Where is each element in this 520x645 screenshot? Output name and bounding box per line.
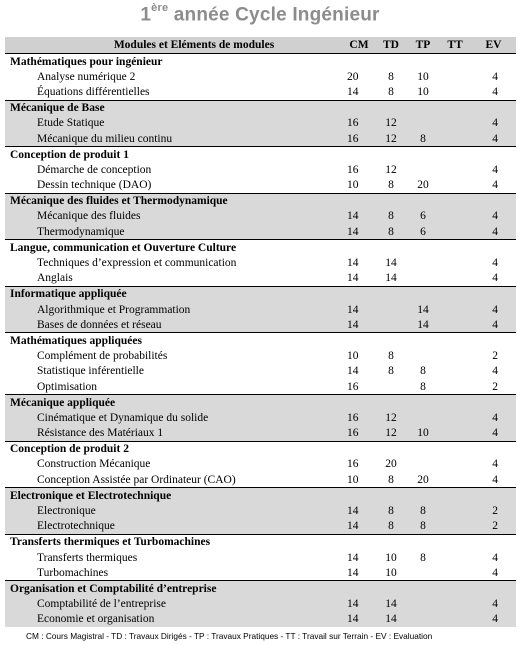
element-name: Algorithmique et Programmation [5,302,343,317]
hours-td: 8 [375,84,407,100]
element-row [5,426,516,442]
hours-td [375,302,407,317]
module-row [5,395,516,411]
element-row [5,519,516,535]
hours-td: 20 [375,457,407,472]
element-row [5,349,516,364]
hours-cm: 16 [343,116,375,131]
hours-tt [439,379,471,395]
hours-tp: 8 [407,550,439,565]
element-name: Construction Mécanique [5,457,343,472]
hours-td: 8 [375,349,407,364]
hours-ev: 4 [471,271,516,287]
hours-ev: 2 [471,519,516,535]
hours-tt [439,426,471,442]
hours-tp [407,597,439,612]
module-group [5,193,516,240]
hours-tt [439,178,471,194]
hours-ev: 4 [471,116,516,131]
element-name: Mécanique du milieu continu [5,131,343,147]
hours-tt [439,271,471,287]
element-name: Electronique [5,503,343,518]
element-name: Electrotechnique [5,519,343,535]
header-td: TD [375,37,407,54]
element-row [5,379,516,395]
element-name: Statistique inférentielle [5,364,343,379]
element-name: Conception Assistée par Ordinateur (CAO) [5,472,343,488]
hours-tt [439,84,471,100]
element-row [5,503,516,518]
hours-ev: 4 [471,302,516,317]
hours-tt [439,69,471,84]
hours-td: 10 [375,565,407,581]
hours-ev: 4 [471,162,516,177]
hours-tt [439,519,471,535]
module-name: Electronique et Electrotechnique [5,488,516,504]
hours-cm: 14 [343,209,375,224]
module-group [5,333,516,395]
hours-tt [439,565,471,581]
hours-td: 12 [375,426,407,442]
table-header-row [5,37,516,54]
hours-cm: 14 [343,224,375,240]
hours-tp [407,612,439,627]
element-row [5,84,516,100]
hours-td: 14 [375,597,407,612]
hours-cm: 14 [343,550,375,565]
module-name: Informatique appliquée [5,286,516,302]
hours-tp [407,116,439,131]
hours-tp: 14 [407,317,439,333]
hours-tp: 8 [407,379,439,395]
hours-tt [439,550,471,565]
hours-tp [407,457,439,472]
element-row [5,271,516,287]
module-row [5,193,516,209]
hours-cm: 10 [343,472,375,488]
hours-cm: 20 [343,69,375,84]
hours-tp: 14 [407,302,439,317]
hours-td: 8 [375,503,407,518]
module-row [5,100,516,116]
hours-ev: 4 [471,317,516,333]
element-name: Economie et organisation [5,612,343,627]
hours-tp: 20 [407,472,439,488]
element-row [5,565,516,581]
module-group [5,534,516,581]
module-name: Organisation et Comptabilité d’entreprise [5,581,516,597]
module-group [5,441,516,488]
hours-tp: 8 [407,364,439,379]
hours-tt [439,131,471,147]
hours-cm: 14 [343,597,375,612]
element-name: Transferts thermiques [5,550,343,565]
element-row [5,612,516,627]
hours-cm: 16 [343,457,375,472]
hours-tt [439,364,471,379]
hours-cm: 14 [343,612,375,627]
hours-cm: 14 [343,317,375,333]
hours-td [375,317,407,333]
hours-ev: 4 [471,472,516,488]
hours-cm: 16 [343,162,375,177]
hours-td: 8 [375,69,407,84]
hours-ev: 4 [471,550,516,565]
module-name: Conception de produit 1 [5,147,516,163]
hours-ev: 2 [471,503,516,518]
hours-ev: 4 [471,69,516,84]
hours-tt [439,612,471,627]
module-name: Transferts thermiques et Turbomachines [5,534,516,550]
header-ev: EV [471,37,516,54]
hours-tp [407,565,439,581]
hours-ev: 2 [471,349,516,364]
hours-tp [407,162,439,177]
module-row [5,286,516,302]
hours-cm: 16 [343,426,375,442]
module-name: Mathématiques appliquées [5,333,516,349]
module-row [5,333,516,349]
element-name: Anglais [5,271,343,287]
element-name: Résistance des Matériaux 1 [5,426,343,442]
hours-ev: 4 [471,178,516,194]
hours-tt [439,410,471,425]
element-row [5,255,516,270]
module-group [5,286,516,333]
element-row [5,209,516,224]
hours-ev: 4 [471,565,516,581]
hours-ev: 4 [471,426,516,442]
page-title [0,4,520,26]
module-group [5,100,516,147]
hours-ev: 4 [471,364,516,379]
element-name: Turbomachines [5,565,343,581]
hours-tp: 8 [407,519,439,535]
header-tp: TP [407,37,439,54]
module-group [5,395,516,442]
element-row [5,364,516,379]
element-name: Démarche de conception [5,162,343,177]
element-row [5,597,516,612]
hours-tp [407,410,439,425]
hours-cm: 16 [343,131,375,147]
element-row [5,224,516,240]
hours-tt [439,317,471,333]
hours-tt [439,457,471,472]
element-row [5,131,516,147]
element-row [5,472,516,488]
hours-cm: 14 [343,255,375,270]
element-name: Dessin technique (DAO) [5,178,343,194]
module-group [5,147,516,194]
element-name: Bases de données et réseau [5,317,343,333]
hours-ev: 4 [471,597,516,612]
module-row [5,488,516,504]
hours-cm: 10 [343,349,375,364]
header-tt: TT [439,37,471,54]
element-name: Mécanique des fluides [5,209,343,224]
hours-tt [439,224,471,240]
hours-cm: 14 [343,271,375,287]
hours-td: 12 [375,162,407,177]
hours-tt [439,302,471,317]
hours-tp: 20 [407,178,439,194]
element-name: Optimisation [5,379,343,395]
hours-td: 8 [375,519,407,535]
element-name: Etude Statique [5,116,343,131]
hours-ev: 4 [471,84,516,100]
element-row [5,410,516,425]
hours-ev: 2 [471,379,516,395]
hours-ev: 4 [471,410,516,425]
legend-footer: CM : Cours Magistral - TD : Travaux Dirigés - TP : Travaux Pratiques - TT : Travail sur Terrain - EV : Evaluation [26,631,433,641]
module-row [5,534,516,550]
hours-td: 12 [375,131,407,147]
module-name: Mathématiques pour ingénieur [5,54,516,70]
module-group [5,54,516,101]
element-row [5,457,516,472]
element-row [5,178,516,194]
hours-tp: 10 [407,426,439,442]
modules-table [5,37,516,627]
element-row [5,550,516,565]
hours-tp: 10 [407,84,439,100]
hours-tp [407,349,439,364]
hours-tt [439,116,471,131]
hours-cm: 14 [343,519,375,535]
hours-td: 12 [375,116,407,131]
module-row [5,240,516,256]
hours-ev: 4 [471,612,516,627]
element-row [5,302,516,317]
hours-cm: 14 [343,503,375,518]
module-name: Mécanique des fluides et Thermodynamique [5,193,516,209]
hours-tp [407,255,439,270]
module-group [5,581,516,627]
module-row [5,147,516,163]
hours-tt [439,503,471,518]
hours-td: 8 [375,224,407,240]
module-name: Conception de produit 2 [5,441,516,457]
module-row [5,54,516,70]
module-row [5,441,516,457]
hours-tp: 10 [407,69,439,84]
hours-ev: 4 [471,255,516,270]
hours-ev: 4 [471,224,516,240]
hours-tt [439,162,471,177]
hours-td: 10 [375,550,407,565]
hours-ev: 4 [471,131,516,147]
hours-tt [439,255,471,270]
module-row [5,581,516,597]
element-name: Techniques d’expression et communication [5,255,343,270]
element-name: Thermodynamique [5,224,343,240]
title-number: 1 [140,4,152,26]
element-row [5,162,516,177]
hours-td: 8 [375,209,407,224]
hours-tp [407,271,439,287]
hours-cm: 16 [343,379,375,395]
hours-cm: 10 [343,178,375,194]
hours-td: 12 [375,410,407,425]
module-name: Mécanique appliquée [5,395,516,411]
hours-tp: 8 [407,131,439,147]
hours-td: 14 [375,255,407,270]
hours-cm: 14 [343,84,375,100]
module-group [5,240,516,287]
module-name: Langue, communication et Ouverture Culture [5,240,516,256]
hours-td: 14 [375,271,407,287]
hours-tt [439,209,471,224]
hours-cm: 14 [343,302,375,317]
element-row [5,317,516,333]
title-text: année Cycle Ingénieur [168,4,380,26]
element-name: Complément de probabilités [5,349,343,364]
header-modules: Modules et Eléments de modules [5,37,343,54]
element-name: Cinématique et Dynamique du solide [5,410,343,425]
hours-td: 8 [375,472,407,488]
element-row [5,116,516,131]
hours-td: 14 [375,612,407,627]
hours-tt [439,597,471,612]
hours-tt [439,349,471,364]
hours-tp: 6 [407,209,439,224]
element-name: Équations différentielles [5,84,343,100]
hours-tp: 6 [407,224,439,240]
hours-ev: 4 [471,457,516,472]
element-row [5,69,516,84]
hours-td [375,379,407,395]
element-name: Analyse numérique 2 [5,69,343,84]
element-name: Comptabilité de l’entreprise [5,597,343,612]
hours-cm: 14 [343,565,375,581]
title-superscript: ère [151,2,169,14]
module-group [5,488,516,535]
hours-cm: 14 [343,364,375,379]
header-cm: CM [343,37,375,54]
module-name: Mécanique de Base [5,100,516,116]
hours-td: 8 [375,364,407,379]
hours-tp: 8 [407,503,439,518]
hours-ev: 4 [471,209,516,224]
hours-cm: 16 [343,410,375,425]
hours-td: 8 [375,178,407,194]
hours-tt [439,472,471,488]
